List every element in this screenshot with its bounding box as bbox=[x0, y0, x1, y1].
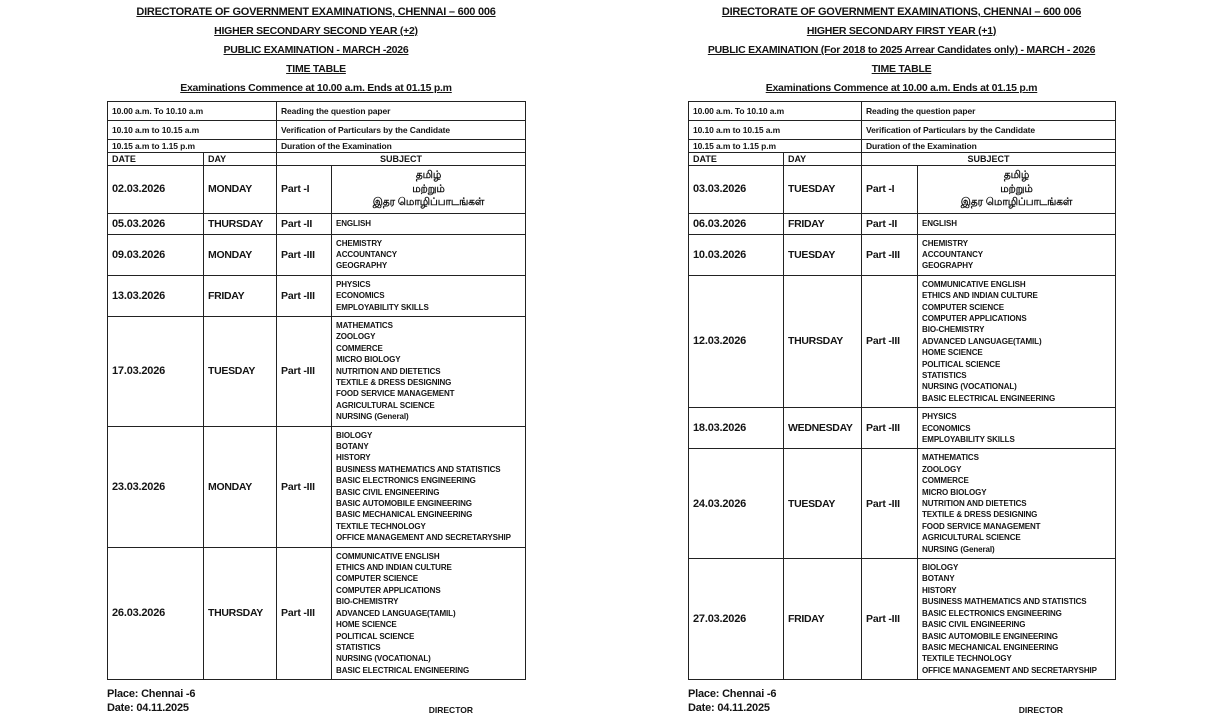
subject-line: AGRICULTURAL SCIENCE bbox=[922, 533, 1021, 543]
subject-line: HISTORY bbox=[922, 585, 957, 595]
date-label: Date: 04.11.2025 bbox=[688, 702, 770, 715]
subject-line: ACCOUNTANCY bbox=[922, 249, 983, 259]
subject-line: BIO-CHEMISTRY bbox=[922, 325, 985, 335]
timetable-table bbox=[688, 101, 1116, 680]
doc-header bbox=[688, 6, 1115, 94]
subject-column-header: SUBJECT bbox=[277, 153, 526, 166]
subject-line: ENGLISH bbox=[336, 218, 371, 228]
subject-line: BIOLOGY bbox=[922, 563, 959, 573]
exam-part-cell: Part -I bbox=[862, 166, 918, 214]
subject-line: தமிழ் bbox=[1003, 169, 1030, 181]
subject-line: BASIC ELECTRICAL ENGINEERING bbox=[922, 393, 1056, 403]
course-title bbox=[107, 25, 525, 37]
subject-line: BASIC CIVIL ENGINEERING bbox=[336, 487, 440, 497]
exam-part-cell: Part -II bbox=[277, 213, 332, 234]
subject-line: MICRO BIOLOGY bbox=[336, 355, 401, 365]
subject-line: TEXTILE TECHNOLOGY bbox=[922, 654, 1012, 664]
exam-subjects-cell bbox=[918, 559, 1116, 680]
timetable-label bbox=[688, 63, 1115, 75]
doc-footer bbox=[688, 687, 1115, 715]
subject-line: STATISTICS bbox=[922, 370, 967, 380]
exam-date-cell: 13.03.2026 bbox=[108, 275, 204, 316]
exam-row bbox=[689, 408, 1116, 449]
exam-title bbox=[688, 44, 1115, 56]
exam-day-cell: THURSDAY bbox=[204, 547, 277, 679]
exam-subjects-cell bbox=[918, 234, 1116, 275]
exam-day-cell: MONDAY bbox=[204, 426, 277, 547]
subject-line: மற்றும் bbox=[412, 182, 445, 195]
subject-line: GEOGRAPHY bbox=[336, 261, 388, 271]
course-title-text: HIGHER SECONDARY FIRST YEAR (+1) bbox=[806, 25, 997, 37]
exam-part-cell: Part -III bbox=[862, 559, 918, 680]
subject-line: NURSING (VOCATIONAL) bbox=[922, 382, 1017, 392]
exam-day-cell: WEDNESDAY bbox=[784, 408, 862, 449]
exam-date-cell: 03.03.2026 bbox=[689, 166, 784, 214]
directorate-title-text: DIRECTORATE OF GOVERNMENT EXAMINATIONS, CHENNAI – 600 006 bbox=[136, 6, 496, 18]
subject-line: BUSINESS MATHEMATICS AND STATISTICS bbox=[336, 464, 501, 474]
column-header-row bbox=[689, 153, 1116, 166]
timetable-table bbox=[107, 101, 526, 680]
place-label: Place: Chennai -6 bbox=[107, 688, 196, 701]
subject-line: CHEMISTRY bbox=[922, 238, 968, 248]
subject-line: PHYSICS bbox=[336, 279, 371, 289]
exam-subjects-cell bbox=[332, 166, 526, 214]
exam-part-cell: Part -III bbox=[862, 449, 918, 559]
exam-part-cell: Part -III bbox=[862, 408, 918, 449]
directorate-title bbox=[107, 6, 525, 18]
course-title bbox=[688, 25, 1115, 37]
subject-line: COMPUTER SCIENCE bbox=[922, 302, 1004, 312]
exam-title bbox=[107, 44, 525, 56]
time-range-cell: 10.00 a.m. To 10.10 a.m bbox=[108, 102, 277, 121]
subject-line: ETHICS AND INDIAN CULTURE bbox=[336, 563, 452, 573]
doc-footer bbox=[107, 687, 525, 715]
exam-row bbox=[108, 316, 526, 426]
exam-date-cell: 17.03.2026 bbox=[108, 316, 204, 426]
subject-line: NURSING (VOCATIONAL) bbox=[336, 654, 431, 664]
subject-line: COMMUNICATIVE ENGLISH bbox=[922, 279, 1026, 289]
activity-cell: Reading the question paper bbox=[277, 102, 526, 121]
exam-day-cell: TUESDAY bbox=[204, 316, 277, 426]
place-date-block bbox=[107, 687, 195, 715]
subject-line: FOOD SERVICE MANAGEMENT bbox=[336, 389, 455, 399]
place-label: Place: Chennai -6 bbox=[688, 688, 777, 701]
exam-row bbox=[108, 547, 526, 679]
subject-line: ZOOLOGY bbox=[922, 464, 962, 474]
subject-line: BASIC ELECTRONICS ENGINEERING bbox=[336, 476, 476, 486]
exam-subjects-cell bbox=[918, 408, 1116, 449]
exam-subjects-cell bbox=[332, 426, 526, 547]
exam-part-cell: Part -III bbox=[277, 426, 332, 547]
subject-line: NURSING (General) bbox=[336, 412, 409, 422]
subject-line: BASIC MECHANICAL ENGINEERING bbox=[922, 642, 1059, 652]
commence-note bbox=[107, 82, 525, 94]
exam-row bbox=[689, 213, 1116, 234]
subject-line: BUSINESS MATHEMATICS AND STATISTICS bbox=[922, 597, 1087, 607]
subject-line: OFFICE MANAGEMENT AND SECRETARYSHIP bbox=[336, 533, 511, 543]
exam-date-cell: 10.03.2026 bbox=[689, 234, 784, 275]
exam-subjects-cell bbox=[918, 449, 1116, 559]
exam-row bbox=[689, 234, 1116, 275]
subject-line: ECONOMICS bbox=[336, 291, 385, 301]
subject-line: NURSING (General) bbox=[922, 544, 995, 554]
subject-line: MICRO BIOLOGY bbox=[922, 487, 987, 497]
exam-day-cell: TUESDAY bbox=[784, 449, 862, 559]
exam-day-cell: FRIDAY bbox=[784, 559, 862, 680]
subject-line: BOTANY bbox=[922, 574, 955, 584]
exam-subjects-cell bbox=[918, 213, 1116, 234]
time-range-cell: 10.15 a.m to 1.15 p.m bbox=[689, 140, 862, 153]
subject-line: ADVANCED LANGUAGE(TAMIL) bbox=[922, 336, 1042, 346]
exam-date-cell: 27.03.2026 bbox=[689, 559, 784, 680]
subject-line: HOME SCIENCE bbox=[922, 348, 983, 358]
subject-line: BIO-CHEMISTRY bbox=[336, 597, 399, 607]
exam-day-cell: MONDAY bbox=[204, 166, 277, 214]
subject-line: GEOGRAPHY bbox=[922, 261, 974, 271]
exam-date-cell: 09.03.2026 bbox=[108, 234, 204, 275]
time-range-cell: 10.10 a.m to 10.15 a.m bbox=[108, 121, 277, 140]
exam-date-cell: 23.03.2026 bbox=[108, 426, 204, 547]
subject-line: EMPLOYABILITY SKILLS bbox=[336, 302, 429, 312]
activity-cell: Duration of the Examination bbox=[277, 140, 526, 153]
exam-date-cell: 05.03.2026 bbox=[108, 213, 204, 234]
schedule-info-row bbox=[108, 102, 526, 121]
subject-line: COMMUNICATIVE ENGLISH bbox=[336, 551, 440, 561]
date-column-header: DATE bbox=[108, 153, 204, 166]
activity-cell: Reading the question paper bbox=[862, 102, 1116, 121]
directorate-title-text: DIRECTORATE OF GOVERNMENT EXAMINATIONS, CHENNAI – 600 006 bbox=[721, 6, 1082, 18]
exam-row bbox=[689, 275, 1116, 407]
subject-line: மற்றும் bbox=[1000, 182, 1033, 195]
exam-part-cell: Part -II bbox=[862, 213, 918, 234]
exam-part-cell: Part -III bbox=[277, 547, 332, 679]
doc-header bbox=[107, 6, 525, 94]
subject-line: MATHEMATICS bbox=[336, 320, 393, 330]
subject-line: NUTRITION AND DIETETICS bbox=[922, 499, 1027, 509]
exam-title-text: PUBLIC EXAMINATION - MARCH -2026 bbox=[223, 44, 409, 56]
director-label: DIRECTOR bbox=[428, 705, 473, 715]
exam-subjects-cell bbox=[332, 213, 526, 234]
exam-date-cell: 06.03.2026 bbox=[689, 213, 784, 234]
subject-line: ACCOUNTANCY bbox=[336, 249, 397, 259]
subject-line: EMPLOYABILITY SKILLS bbox=[922, 435, 1015, 444]
subject-line: POLITICAL SCIENCE bbox=[922, 359, 1001, 369]
commence-note bbox=[688, 82, 1115, 94]
subject-line: BIOLOGY bbox=[336, 430, 373, 440]
subject-line: MATHEMATICS bbox=[922, 453, 979, 463]
exam-date-cell: 18.03.2026 bbox=[689, 408, 784, 449]
sheet-first-year-plus1 bbox=[688, 6, 1115, 715]
exam-row bbox=[689, 559, 1116, 680]
exam-part-cell: Part -III bbox=[277, 234, 332, 275]
subject-line: PHYSICS bbox=[922, 412, 957, 422]
subject-line: COMPUTER APPLICATIONS bbox=[922, 313, 1027, 323]
exam-day-cell: MONDAY bbox=[204, 234, 277, 275]
exam-subjects-cell bbox=[332, 547, 526, 679]
schedule-info-row bbox=[689, 102, 1116, 121]
exam-subjects-cell bbox=[918, 166, 1116, 214]
exam-row bbox=[108, 213, 526, 234]
schedule-info-row bbox=[108, 140, 526, 153]
subject-line: TEXTILE & DRESS DESIGNING bbox=[336, 377, 452, 387]
exam-date-cell: 12.03.2026 bbox=[689, 275, 784, 407]
director-label: DIRECTOR bbox=[1018, 705, 1063, 715]
subject-line: HISTORY bbox=[336, 453, 371, 463]
timetable-label bbox=[107, 63, 525, 75]
exam-day-cell: TUESDAY bbox=[784, 234, 862, 275]
column-header-row bbox=[108, 153, 526, 166]
subject-line: ADVANCED LANGUAGE(TAMIL) bbox=[336, 608, 456, 618]
subject-line: ZOOLOGY bbox=[336, 332, 376, 342]
exam-title-text: PUBLIC EXAMINATION (For 2018 to 2025 Arrear Candidates only) - MARCH - 2026 bbox=[707, 44, 1096, 56]
subject-line: COMMERCE bbox=[336, 343, 383, 353]
subject-line: NUTRITION AND DIETETICS bbox=[336, 366, 441, 376]
subject-line: FOOD SERVICE MANAGEMENT bbox=[922, 521, 1041, 531]
exam-part-cell: Part -III bbox=[277, 316, 332, 426]
exam-day-cell: THURSDAY bbox=[204, 213, 277, 234]
subject-line: COMPUTER SCIENCE bbox=[336, 574, 418, 584]
timetable-label-text: TIME TABLE bbox=[286, 63, 346, 75]
subject-line: BASIC CIVIL ENGINEERING bbox=[922, 620, 1026, 630]
exam-day-cell: FRIDAY bbox=[204, 275, 277, 316]
time-range-cell: 10.15 a.m to 1.15 p.m bbox=[108, 140, 277, 153]
subject-line: BASIC AUTOMOBILE ENGINEERING bbox=[336, 499, 472, 509]
exam-row bbox=[108, 166, 526, 214]
exam-part-cell: Part -I bbox=[277, 166, 332, 214]
subject-line: ECONOMICS bbox=[922, 423, 971, 433]
subject-line: BASIC ELECTRICAL ENGINEERING bbox=[336, 665, 470, 675]
place-date-block bbox=[688, 687, 776, 715]
exam-part-cell: Part -III bbox=[862, 234, 918, 275]
time-range-cell: 10.10 a.m to 10.15 a.m bbox=[689, 121, 862, 140]
schedule-info-row bbox=[689, 140, 1116, 153]
course-title-text: HIGHER SECONDARY SECOND YEAR (+2) bbox=[214, 25, 418, 37]
time-range-cell: 10.00 a.m. To 10.10 a.m bbox=[689, 102, 862, 121]
subject-line: COMMERCE bbox=[922, 476, 969, 486]
subject-line: COMPUTER APPLICATIONS bbox=[336, 585, 441, 595]
exam-row bbox=[108, 275, 526, 316]
exam-row bbox=[689, 166, 1116, 214]
exam-date-cell: 24.03.2026 bbox=[689, 449, 784, 559]
exam-subjects-cell bbox=[332, 275, 526, 316]
activity-cell: Verification of Particulars by the Candidate bbox=[277, 121, 526, 140]
schedule-info-row bbox=[689, 121, 1116, 140]
timetable-label-text: TIME TABLE bbox=[871, 63, 932, 75]
subject-line: இதர மொழிப்பாடங்கள் bbox=[960, 196, 1073, 208]
subject-line: OFFICE MANAGEMENT AND SECRETARYSHIP bbox=[922, 665, 1097, 675]
exam-subjects-cell bbox=[332, 234, 526, 275]
exam-date-cell: 02.03.2026 bbox=[108, 166, 204, 214]
exam-date-cell: 26.03.2026 bbox=[108, 547, 204, 679]
subject-line: BASIC ELECTRONICS ENGINEERING bbox=[922, 608, 1062, 618]
commence-note-text: Examinations Commence at 10.00 a.m. Ends at 01.15 p.m bbox=[765, 82, 1038, 94]
activity-cell: Duration of the Examination bbox=[862, 140, 1116, 153]
subject-line: AGRICULTURAL SCIENCE bbox=[336, 400, 435, 410]
day-column-header: DAY bbox=[784, 153, 862, 166]
exam-part-cell: Part -III bbox=[277, 275, 332, 316]
subject-line: BOTANY bbox=[336, 442, 369, 451]
subject-line: ENGLISH bbox=[922, 218, 957, 228]
exam-row bbox=[108, 234, 526, 275]
subject-line: BASIC AUTOMOBILE ENGINEERING bbox=[922, 631, 1058, 641]
day-column-header: DAY bbox=[204, 153, 277, 166]
subject-line: CHEMISTRY bbox=[336, 238, 382, 248]
exam-row bbox=[108, 426, 526, 547]
exam-day-cell: THURSDAY bbox=[784, 275, 862, 407]
subject-line: ETHICS AND INDIAN CULTURE bbox=[922, 291, 1038, 301]
exam-subjects-cell bbox=[918, 275, 1116, 407]
subject-line: தமிழ் bbox=[415, 169, 442, 181]
date-label: Date: 04.11.2025 bbox=[107, 702, 189, 715]
subject-line: HOME SCIENCE bbox=[336, 620, 397, 630]
directorate-title bbox=[688, 6, 1115, 18]
date-column-header: DATE bbox=[689, 153, 784, 166]
subject-column-header: SUBJECT bbox=[862, 153, 1116, 166]
schedule-info-row bbox=[108, 121, 526, 140]
exam-subjects-cell bbox=[332, 316, 526, 426]
commence-note-text: Examinations Commence at 10.00 a.m. Ends at 01.15 p.m bbox=[180, 82, 452, 94]
exam-day-cell: FRIDAY bbox=[784, 213, 862, 234]
subject-line: POLITICAL SCIENCE bbox=[336, 631, 415, 641]
subject-line: STATISTICS bbox=[336, 642, 381, 652]
subject-line: BASIC MECHANICAL ENGINEERING bbox=[336, 510, 473, 520]
subject-line: TEXTILE & DRESS DESIGNING bbox=[922, 510, 1038, 520]
sheet-second-year-plus2 bbox=[107, 6, 525, 715]
exam-day-cell: TUESDAY bbox=[784, 166, 862, 214]
exam-part-cell: Part -III bbox=[862, 275, 918, 407]
activity-cell: Verification of Particulars by the Candidate bbox=[862, 121, 1116, 140]
exam-row bbox=[689, 449, 1116, 559]
subject-line: இதர மொழிப்பாடங்கள் bbox=[372, 196, 485, 208]
subject-line: TEXTILE TECHNOLOGY bbox=[336, 521, 426, 531]
